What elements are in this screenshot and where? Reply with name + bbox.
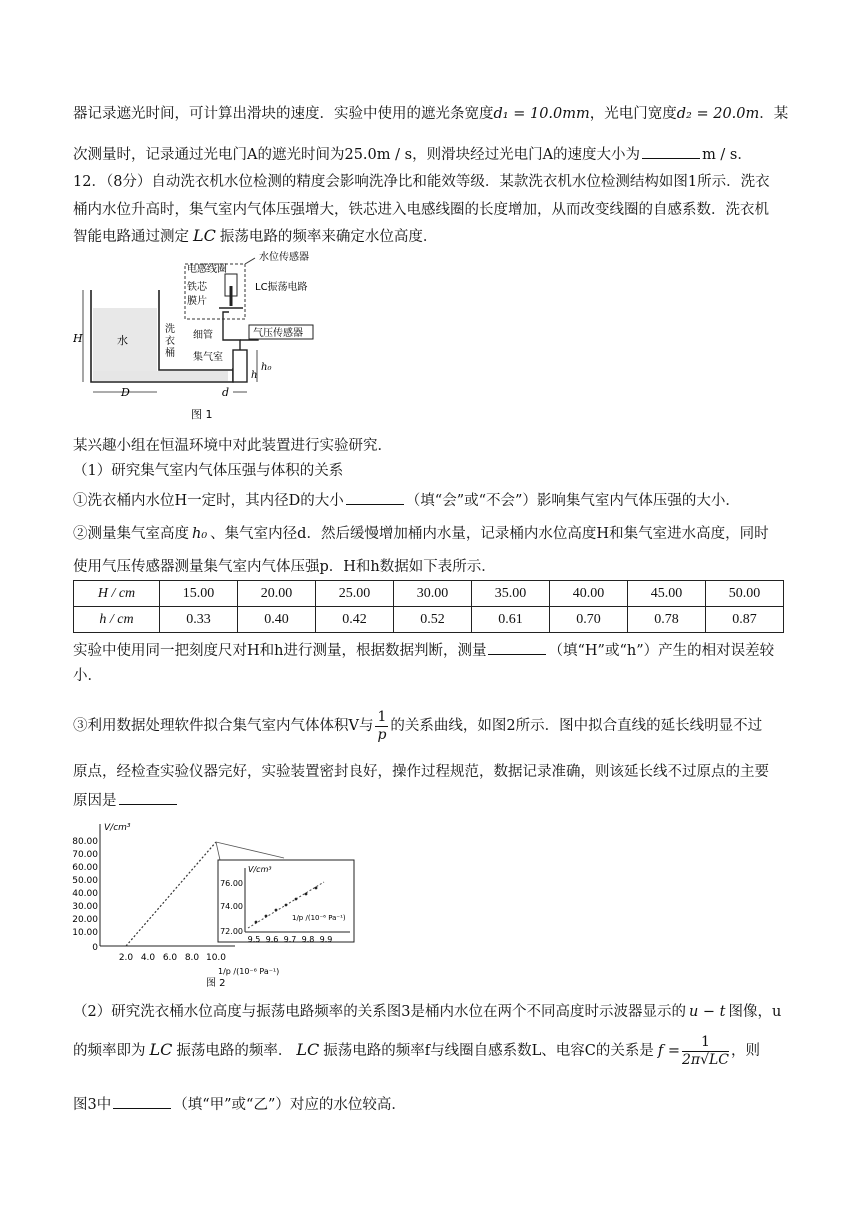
table-cell: 50.00	[706, 581, 784, 607]
text-span: （2）研究洗衣桶水位高度与振荡电路频率的关系图3是桶内水位在两个不同高度时示波器显示的	[73, 1004, 686, 1020]
thin-tube	[223, 312, 240, 350]
text-span: 图3中	[73, 1097, 112, 1113]
text-span: 振荡电路的频率．	[176, 1043, 293, 1059]
label-barrel-1: 洗	[165, 324, 175, 335]
inset-y-tick: 72.00	[220, 927, 243, 936]
part-1-line	[73, 490, 740, 511]
inset-data-point	[295, 898, 298, 901]
after-table-line-2: 小．	[73, 668, 102, 684]
fraction-numerator: 1	[377, 708, 387, 725]
text-span: 次测量时，记录通过光电门A的遮光时间为	[73, 147, 345, 163]
x-tick-label: 8.0	[184, 953, 200, 963]
text-span: （填“H”或“h”）产生的相对误差较	[548, 643, 775, 659]
x-tick-label: 10.0	[205, 953, 227, 963]
inset-x-tick: 9.9	[319, 935, 333, 944]
label-chamber: 集气室	[193, 352, 223, 363]
y-tick-label: 40.00	[72, 889, 98, 899]
subquestion-2-line-2	[73, 1030, 760, 1071]
text-span: 、集气室内径d．然后缓慢增加桶内水量，记录桶内水位高度H和集气室进水高度，同时	[210, 526, 769, 542]
table-cell: 15.00	[160, 581, 238, 607]
label-D: D	[121, 386, 130, 399]
inset-data-point	[275, 909, 278, 912]
question-12-line-3	[73, 226, 437, 247]
x-tick-label: 6.0	[162, 953, 178, 963]
text-span: （填“会”或“不会”）影响集气室内气体压强的大小．	[405, 493, 740, 509]
y-tick-label: 20.00	[72, 915, 98, 925]
subquestion-2-line-3	[73, 1094, 406, 1115]
label-core: 铁芯	[187, 282, 207, 293]
frequency-fraction	[682, 1034, 729, 1069]
subquestion-2-line-1	[73, 1002, 781, 1022]
figure-1	[73, 250, 343, 425]
text-span: ③利用数据处理软件拟合集气室内气体体积V与	[73, 718, 374, 734]
text-span: 器记录遮光时间，可计算出滑块的速度．实验中使用的遮光条宽度	[73, 106, 494, 122]
text-span: ①洗衣桶内水位H一定时，其内径D的大小	[73, 493, 344, 509]
label-water-sensor: 水位传感器	[259, 252, 309, 263]
inset-y-tick: 74.00	[220, 902, 243, 911]
text-span: ．某	[759, 106, 789, 122]
table-row-h	[74, 607, 784, 633]
table-cell: 0.70	[550, 607, 628, 633]
inset-x-tick: 9.6	[265, 935, 279, 944]
table-row-H	[74, 581, 784, 607]
intro-line: 某兴趣小组在恒温环境中对此装置进行实验研究．	[73, 438, 392, 454]
unit: m / s．	[702, 147, 752, 163]
x-tick-label: 2.0	[118, 953, 134, 963]
label-tube: 细管	[193, 330, 213, 341]
text-span: 的频率即为	[73, 1043, 146, 1059]
answer-blank[interactable]	[113, 1094, 171, 1109]
text-line-1	[73, 104, 788, 124]
table-cell: 30.00	[394, 581, 472, 607]
math-u-t: u − t	[688, 1004, 726, 1020]
figure-1-caption: 图 1	[191, 408, 213, 421]
inset-data-point	[315, 887, 318, 890]
inset-data-point	[285, 904, 288, 907]
math-d2: d₂ = 20.0m	[676, 106, 760, 122]
text-span: ②测量集气室高度	[73, 526, 189, 542]
label-h: h	[251, 370, 258, 381]
table-cell: 0.52	[394, 607, 472, 633]
answer-blank[interactable]	[488, 640, 546, 655]
table-header-h: h / cm	[74, 607, 160, 633]
math-lc: LC	[296, 1040, 320, 1059]
text-span: 振荡电路的频率f与线圈自感系数L、电容C的关系是	[323, 1043, 654, 1059]
after-table-line-1	[73, 640, 774, 661]
text-span: 图像，u	[728, 1004, 782, 1020]
math-h0: h₀	[192, 526, 208, 542]
y-axis-label: V/cm³	[104, 823, 131, 833]
answer-blank[interactable]	[346, 490, 404, 505]
y-tick-label: 50.00	[72, 876, 98, 886]
label-d: d	[222, 386, 230, 399]
figure-2-chart	[70, 818, 360, 990]
inset-x-tick: 9.7	[283, 935, 297, 944]
table-cell: 0.40	[238, 607, 316, 633]
fit-line-extension	[126, 842, 216, 946]
label-barrel-2: 衣	[165, 336, 175, 347]
question-12-line-1: 12．（8分）自动洗衣机水位检测的精度会影响洗净比和能效等级．某款洗衣机水位检测结构如图1所示．洗衣	[73, 174, 770, 190]
label-pressure: 气压传感器	[253, 328, 303, 339]
text-span: ，光电门宽度	[589, 106, 677, 122]
label-film: 膜片	[187, 296, 207, 307]
inset-y-tick: 76.00	[220, 879, 243, 888]
table-cell: 0.87	[706, 607, 784, 633]
part-2-line-1	[73, 524, 769, 544]
math-lc: LC	[149, 1040, 173, 1059]
gas-chamber	[233, 350, 247, 382]
text-span: 原因是	[73, 793, 117, 809]
subquestion-1-title: （1）研究集气室内气体压强与体积的关系	[73, 463, 344, 479]
label-h0: h₀	[261, 362, 272, 373]
answer-blank[interactable]	[642, 144, 700, 159]
text-span: ，则	[731, 1043, 761, 1059]
math-f-equals: f =	[657, 1043, 680, 1059]
inset-data-point	[255, 921, 258, 924]
x-axis-label: 1/p /(10⁻⁶ Pa⁻¹)	[218, 967, 280, 976]
part-3-line-1	[73, 708, 762, 744]
part-3-line-2: 原点，经检查实验仪器完好，实验装置密封良好，操作过程规范，数据记录准确，则该延长线不过原点的主要	[73, 764, 769, 780]
inset-data-point	[305, 893, 308, 896]
fraction-numerator: 1	[682, 1034, 729, 1052]
inset-y-label: V/cm³	[248, 865, 272, 874]
table-cell: 35.00	[472, 581, 550, 607]
text-span: ，则滑块经过光电门A的速度大小为	[412, 147, 641, 163]
text-span: 的关系曲线，如图2所示．图中拟合直线的延长线明显不过	[390, 718, 763, 734]
label-H: H	[73, 332, 83, 345]
table-header-H: H / cm	[74, 581, 160, 607]
table-cell: 0.33	[160, 607, 238, 633]
table-cell: 25.00	[316, 581, 394, 607]
text-span: 智能电路通过测定	[73, 229, 189, 245]
y-tick-label: 10.00	[72, 928, 98, 938]
part-3-line-3	[73, 790, 179, 811]
fraction-1-over-p	[375, 709, 388, 744]
label-coil: 电感线圈	[187, 264, 227, 275]
table-cell: 0.42	[316, 607, 394, 633]
math-lc: LC	[193, 226, 216, 245]
table-cell: 40.00	[550, 581, 628, 607]
leader-line	[245, 258, 255, 264]
inset-x-tick: 9.5	[247, 935, 261, 944]
zoom-connector	[216, 842, 220, 860]
text-span: 实验中使用同一把刻度尺对H和h进行测量，根据数据判断，测量	[73, 643, 487, 659]
table-cell: 0.78	[628, 607, 706, 633]
y-tick-label: 60.00	[72, 863, 98, 873]
y-tick-label: 70.00	[72, 850, 98, 860]
label-water: 水	[117, 334, 128, 347]
data-table	[73, 580, 784, 633]
x-tick-label: 4.0	[140, 953, 156, 963]
inset-x-label: 1/p /(10⁻⁶ Pa⁻¹)	[292, 914, 346, 922]
text-line-2	[73, 144, 752, 165]
y-tick-label: 30.00	[72, 902, 98, 912]
figure-2-caption: 图 2	[206, 978, 226, 989]
inset-data-point	[265, 915, 268, 918]
inset-x-tick: 9.8	[301, 935, 315, 944]
fraction-denominator: 2π√LC	[681, 1051, 730, 1068]
zoom-connector	[216, 842, 284, 858]
text-span: 振荡电路的频率来确定水位高度．	[219, 229, 438, 245]
figure-1-diagram	[73, 250, 343, 425]
part-2-line-2: 使用气压传感器测量集气室内气体压强p．H和h数据如下表所示．	[73, 559, 496, 575]
y-tick-label: 80.00	[72, 837, 98, 847]
figure-2	[70, 818, 360, 990]
table-cell: 0.61	[472, 607, 550, 633]
label-lc: LC振荡电路	[255, 282, 308, 293]
y-tick-label: 0	[92, 943, 98, 953]
question-12-line-2: 桶内水位升高时，集气室内气体压强增大，铁芯进入电感线圈的长度增加，从而改变线圈的自感系数．洗衣机	[73, 202, 769, 218]
answer-blank[interactable]	[119, 790, 177, 805]
table-cell: 45.00	[628, 581, 706, 607]
table-cell: 20.00	[238, 581, 316, 607]
math-d1: d₁ = 10.0mm	[493, 106, 590, 122]
text-span: （填“甲”或“乙”）对应的水位较高．	[173, 1097, 406, 1113]
bottom-pipe	[93, 371, 228, 381]
label-barrel-3: 桶	[165, 348, 175, 359]
math-time: 25.0m / s	[344, 147, 413, 163]
fraction-denominator: p	[377, 726, 387, 743]
